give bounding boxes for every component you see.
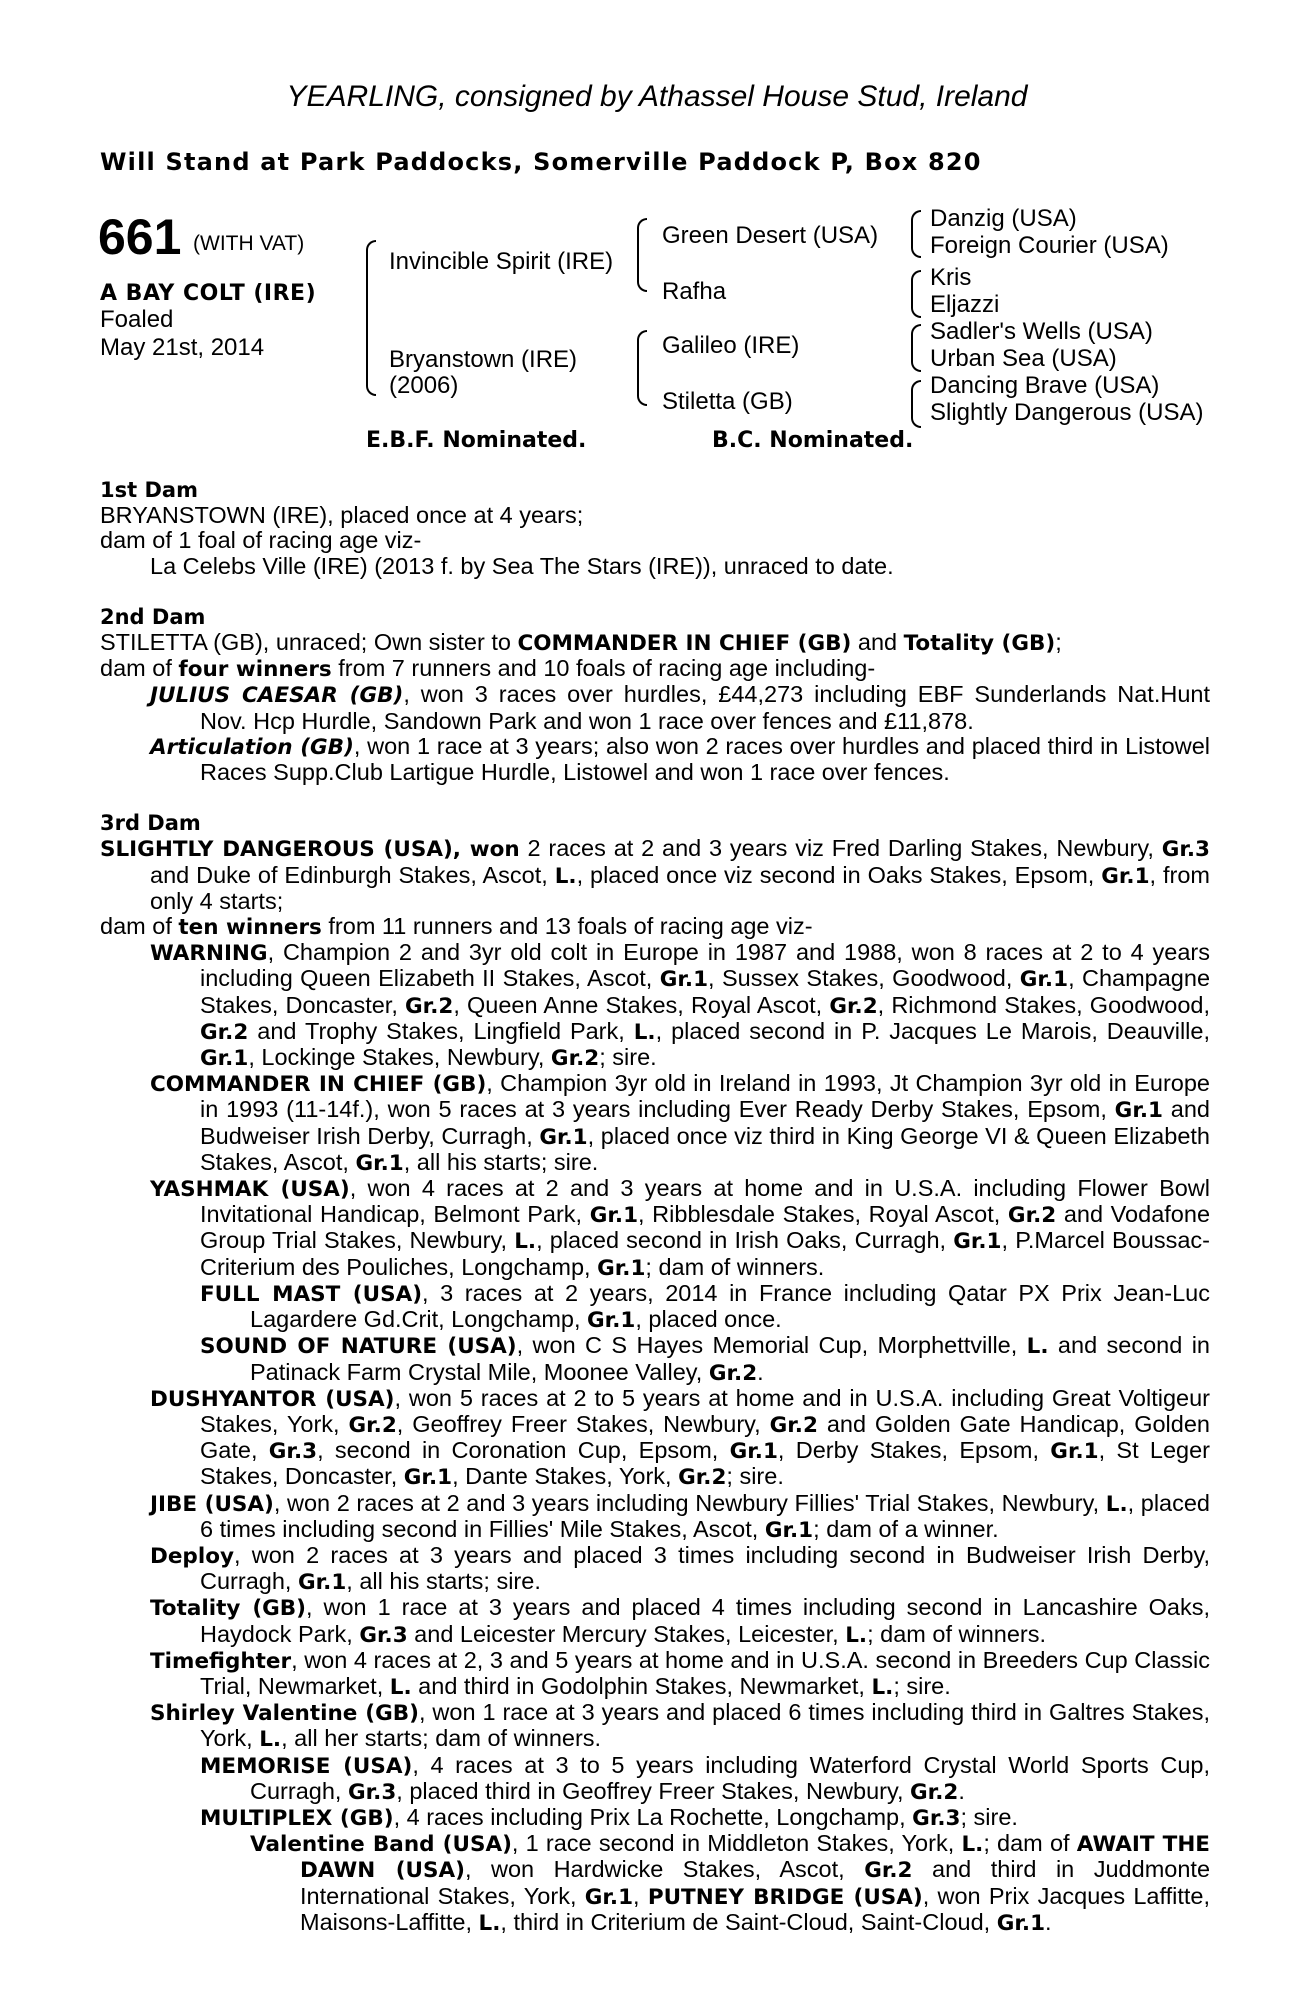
brace-sd [911, 270, 921, 318]
pedigree-ssd: Foreign Courier (USA) [930, 232, 1169, 259]
produce-jibe: JIBE (USA), won 2 races at 2 and 3 years including Newbury Fillies' Trial Stakes, Newbury, L., placed 6 times including second in Fillies' Mile Stakes, Ascot, Gr.1; dam of a winner. [150, 1489, 1211, 1543]
second-dam-line: STILETTA (GB), unraced; Own sister to COMMANDER IN CHIEF (GB) and Totality (GB); [100, 629, 1062, 657]
consignment-line: YEARLING, consigned by Athassel House Stud, Ireland [286, 80, 1028, 113]
produce-sound-of-nature: SOUND OF NATURE (USA), won C S Hayes Memorial Cup, Morphettville, L. and second in Patinack Farm Crystal Mile, Moonee Valley, Gr.2. [200, 1332, 1210, 1386]
produce-yashmak: YASHMAK (USA), won 4 races at 2 and 3 years at home and in U.S.A. including Flower Bowl Invitational Handicap, Belmont Park, Gr.1, Ribblesdale Stakes, Royal Ascot, Gr.2 and Vodafone Group Trial Stakes, Newbury, L., placed second in Irish Oaks, Curragh, Gr.1, P.Marcel Boussac-Criterium des Pouliches, Longchamp, Gr.1; dam of winners. [150, 1175, 1211, 1281]
brace-ds [911, 324, 921, 372]
produce-totality: Totality (GB), won 1 race at 3 years and placed 4 times including second in Lancashire Oaks, Haydock Park, Gr.3 and Leicester Mercury Stakes, Leicester, L.; dam of winners. [150, 1594, 1210, 1648]
brace-parents [366, 240, 376, 396]
brace-sire [637, 218, 647, 292]
produce-memorise: MEMORISE (USA), 4 races at 3 to 5 years including Waterford Crystal World Sports Cup, Curragh, Gr.3, placed third in Geoffrey Freer Stakes, Newbury, Gr.2. [200, 1751, 1211, 1805]
produce-multiplex: MULTIPLEX (GB), 4 races including Prix La Rochette, Longchamp, Gr.3; sire. [200, 1803, 1018, 1831]
bc-nomination: B.C. Nominated. [712, 428, 914, 453]
second-dam-produce-intro: dam of four winners from 7 runners and 10 foals of racing age including- [100, 655, 876, 683]
first-dam-heading: 1st Dam [100, 478, 198, 502]
produce-valentine-band: Valentine Band (USA), 1 race second in Middleton Stakes, York, L.; dam of AWAIT THE DAWN (USA), won Hardwicke Stakes, Ascot, Gr.2 and third in Juddmonte International Stakes, York, Gr.1, PUTNEY BRIDGE (USA), won Prix Jacques Laffitte, Maisons-Laffitte, L., third in Criterium de Saint-Cloud, Saint-Cloud, Gr.1. [250, 1830, 1211, 1936]
pedigree-sd: Rafha [662, 278, 727, 305]
foaled-info [100, 306, 264, 362]
produce-dushyantor: DUSHYANTOR (USA), won 5 races at 2 to 5 years at home and in U.S.A. including Great Voltigeur Stakes, York, Gr.2, Geoffrey Freer Stakes, Newbury, Gr.2 and Golden Gate Handicap, Golden Gate, Gr.3, second in Coronation Cup, Epsom, Gr.1, Derby Stakes, Epsom, Gr.1, St Leger Stakes, Doncaster, Gr.1, Dante Stakes, York, Gr.2; sire. [150, 1384, 1210, 1491]
third-dam-produce-intro: dam of ten winners from 11 runners and 13 foals of racing age viz- [100, 913, 813, 941]
produce-shirley-valentine: Shirley Valentine (GB), won 1 race at 3 years and placed 6 times including third in Galtres Stakes, York, L., all her starts; dam of winners. [150, 1699, 1210, 1753]
pedigree-dam: Bryanstown (IRE) [389, 346, 578, 373]
foaled-date: May 21st, 2014 [100, 334, 265, 361]
first-dam-produce-intro: dam of 1 foal of racing age viz- [100, 527, 422, 554]
brace-ss [911, 210, 921, 258]
first-dam-line: BRYANSTOWN (IRE), placed once at 4 years; [100, 502, 584, 529]
pedigree-sire: Invincible Spirit (IRE) [389, 248, 614, 275]
lot-number: 661 [98, 209, 182, 265]
produce-timefighter: Timefighter, won 4 races at 2, 3 and 5 years at home and in U.S.A. second in Breeders Cup Classic Trial, Newmarket, L. and third in Godolphin Stakes, Newmarket, L.; sire. [150, 1646, 1210, 1700]
first-dam-produce-item: La Celebs Ville (IRE) (2013 f. by Sea The Stars (IRE)), unraced to date. [150, 552, 894, 579]
third-dam-heading: 3rd Dam [100, 811, 201, 836]
produce-articulation: Articulation (GB), won 1 race at 3 years; also won 2 races over hurdles and placed third in Listowel Races Supp.Club Lartigue Hurdle, Listowel and won 1 race over fences. [150, 732, 1210, 786]
pedigree-ss: Green Desert (USA) [662, 222, 879, 249]
pedigree-dd: Stiletta (GB) [662, 388, 793, 415]
second-dam-heading: 2nd Dam [100, 604, 206, 629]
pedigree-sdd: Eljazzi [930, 291, 1000, 318]
pedigree-ddd: Slightly Dangerous (USA) [930, 399, 1204, 426]
produce-deploy: Deploy, won 2 races at 3 years and placed 3 times including second in Budweiser Irish Derby, Curragh, Gr.1, all his starts; sire. [150, 1541, 1210, 1596]
lot-title: A BAY COLT (IRE) [100, 281, 317, 306]
produce-commander-in-chief: COMMANDER IN CHIEF (GB), Champion 3yr old in Ireland in 1993, Jt Champion 3yr old in Europe in 1993 (11-14f.), won 5 races at 3 years including Ever Ready Derby Stakes, Epsom, Gr.1 and Budweiser Irish Derby, Curragh, Gr.1, placed once viz third in King George VI & Queen Elizabeth Stakes, Ascot, Gr.1, all his starts; sire. [150, 1070, 1210, 1176]
vat-note: (WITH VAT) [193, 232, 305, 255]
stand-location: Will Stand at Park Paddocks, Somerville Paddock P, Box 820 [100, 148, 982, 176]
pedigree-dds: Dancing Brave (USA) [930, 372, 1160, 399]
brace-dam [637, 330, 647, 406]
pedigree-sds: Kris [930, 264, 972, 291]
pedigree-dam-year: (2006) [389, 372, 459, 399]
ebf-nomination: E.B.F. Nominated. [366, 428, 587, 453]
produce-warning: WARNING, Champion 2 and 3yr old colt in Europe in 1987 and 1988, won 8 races at 2 to 4 years including Queen Elizabeth II Stakes, Ascot, Gr.1, Sussex Stakes, Goodwood, Gr.1, Champagne Stakes, Doncaster, Gr.2, Queen Anne Stakes, Royal Ascot, Gr.2, Richmond Stakes, Goodwood, Gr.2 and Trophy Stakes, Lingfield Park, L., placed second in P. Jacques Le Marois, Deauville, Gr.1, Lockinge Stakes, Newbury, Gr.2; sire. [150, 939, 1211, 1072]
pedigree-sss: Danzig (USA) [930, 205, 1077, 232]
produce-julius-caesar: JULIUS CAESAR (GB), won 3 races over hurdles, £44,273 including EBF Sunderlands Nat.Hunt Nov. Hcp Hurdle, Sandown Park and won 1 race over fences and £11,878. [150, 681, 1211, 734]
pedigree-dsd: Urban Sea (USA) [930, 345, 1117, 372]
pedigree-dss: Sadler's Wells (USA) [930, 318, 1153, 345]
third-dam-line: SLIGHTLY DANGEROUS (USA), won 2 races at 2 and 3 years viz Fred Darling Stakes, Newbury, Gr.3 and Duke of Edinburgh Stakes, Ascot, L., placed once viz second in Oaks Stakes, Epsom, Gr.1, from only 4 starts; [100, 835, 1211, 914]
brace-dd [911, 380, 921, 428]
pedigree-ds: Galileo (IRE) [662, 332, 800, 359]
produce-full-mast: FULL MAST (USA), 3 races at 2 years, 2014 in France including Qatar PX Prix Jean-Luc Lagardere Gd.Crit, Longchamp, Gr.1, placed once. [200, 1279, 1210, 1334]
foaled-label: Foaled [100, 306, 174, 333]
catalogue-body [100, 477, 1210, 1936]
